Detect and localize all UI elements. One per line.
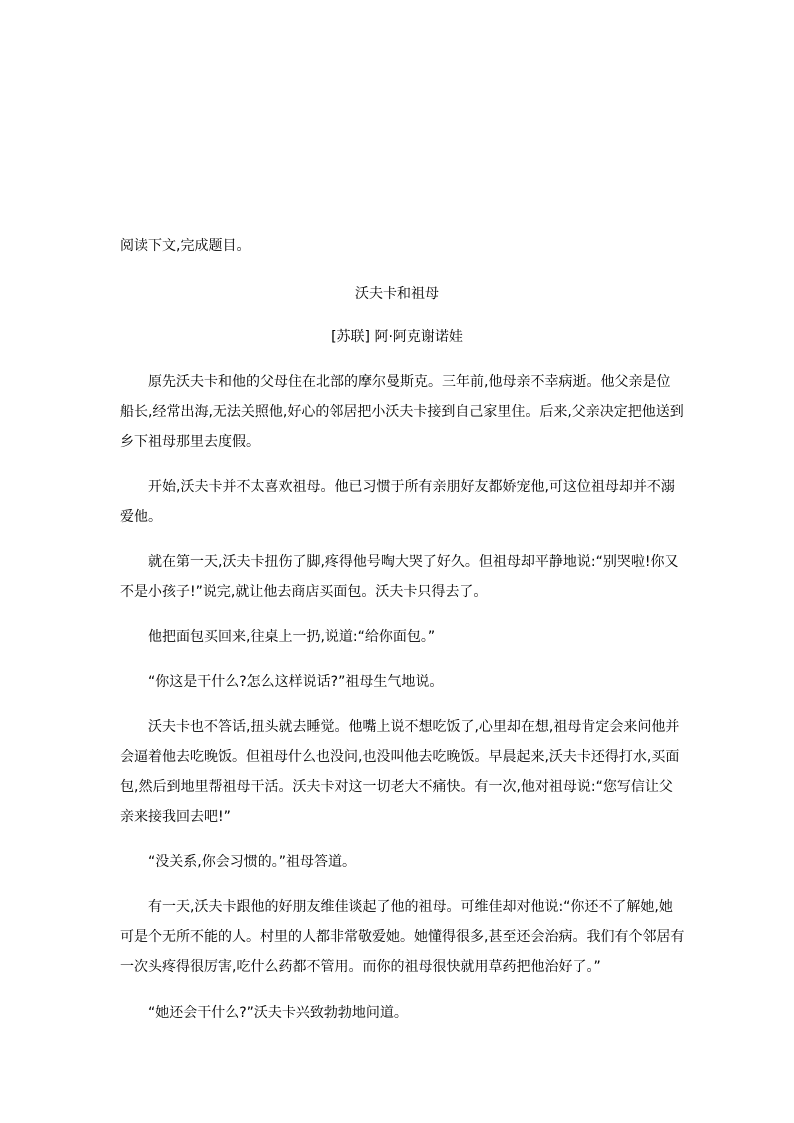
paragraph-line: 爱他。 bbox=[120, 509, 162, 525]
paragraph-line: 包,然后到地里帮祖母干活。沃夫卡对这一切老大不痛快。有一次,他对祖母说:“您写信让父 bbox=[120, 779, 673, 795]
paragraph-line: “没关系,你会习惯的。”祖母答道。 bbox=[148, 854, 356, 870]
paragraph-line: 船长,经常出海,无法关照他,好心的邻居把小沃夫卡接到自己家里住。后来,父亲决定把他送到 bbox=[120, 404, 684, 420]
story-author: [苏联] 阿·阿克谢诺娃 bbox=[331, 329, 463, 345]
paragraph-line: 开始,沃夫卡并不太喜欢祖母。他已习惯于所有亲朋好友都娇宠他,可这位祖母却并不溺 bbox=[148, 479, 675, 495]
paragraph-line: 他把面包买回来,往桌上一扔,说道:“给你面包。” bbox=[148, 629, 436, 645]
paragraph-line: 不是小孩子!”说完,就让他去商店买面包。沃夫卡只得去了。 bbox=[120, 584, 488, 600]
paragraph-line: “她还会干什么?”沃夫卡兴致勃勃地问道。 bbox=[148, 1005, 408, 1021]
paragraph-line: “你这是干什么?怎么这样说话?”祖母生气地说。 bbox=[148, 674, 444, 690]
story-title: 沃夫卡和祖母 bbox=[355, 286, 439, 302]
paragraph-line: 可是个无所不能的人。村里的人都非常敬爱她。她懂得很多,甚至还会治病。我们有个邻居有 bbox=[120, 929, 685, 945]
paragraph-line: 沃夫卡也不答话,扭头就去睡觉。他嘴上说不想吃饭了,心里却在想,祖母肯定会来问他并 bbox=[148, 719, 680, 735]
paragraph-line: 有一天,沃夫卡跟他的好朋友维佳谈起了他的祖母。可维佳却对他说:“你还不了解她,她 bbox=[148, 899, 673, 915]
paragraph-line: 会逼着他去吃晚饭。但祖母什么也没问,也没叫他去吃晚饭。早晨起来,沃夫卡还得打水,买面 bbox=[120, 749, 680, 765]
paragraph-line: 一次头疼得很厉害,吃什么药都不管用。而你的祖母很快就用草药把他治好了。” bbox=[120, 959, 601, 975]
paragraph-line: 就在第一天,沃夫卡扭伤了脚,疼得他号啕大哭了好久。但祖母却平静地说:“别哭啦!你又 bbox=[148, 554, 679, 570]
paragraph-line: 乡下祖母那里去度假。 bbox=[120, 434, 260, 450]
paragraph-line: 原先沃夫卡和他的父母住在北部的摩尔曼斯克。三年前,他母亲不幸病逝。他父亲是位 bbox=[148, 374, 671, 390]
instruction-text: 阅读下文,完成题目。 bbox=[120, 238, 251, 254]
paragraph-line: 亲来接我回去吧!” bbox=[120, 809, 231, 825]
